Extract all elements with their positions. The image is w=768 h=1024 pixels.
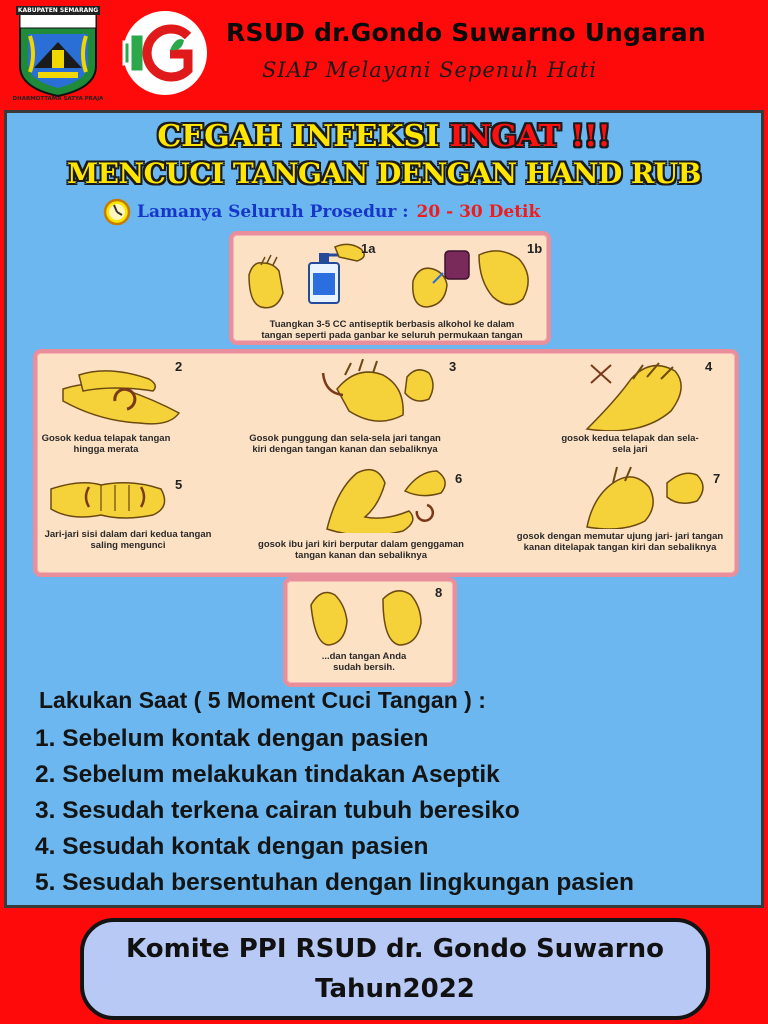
step-7 — [579, 461, 733, 529]
step-3-caption: Gosok punggung dan sela-sela jari tangan kiri dengan tangan kanan dan sebaliknya — [249, 433, 441, 455]
header — [0, 0, 768, 108]
moment-item: 5. Sesudah bersentuhan dengan lingkungan pasien — [35, 869, 634, 896]
hospital-slogan: SIAP Melayani Sepenuh Hati — [262, 58, 598, 82]
step-5 — [45, 467, 195, 527]
step-2-number: 2 — [175, 359, 183, 374]
kabupaten-semarang-crest-icon — [12, 6, 104, 106]
clock-icon — [103, 198, 131, 226]
step-3-number: 3 — [449, 359, 457, 374]
procedure-duration — [103, 197, 540, 227]
step-1b-number: 1b — [527, 241, 543, 256]
step-6-caption: gosok ibu jari kiri berputar dalam genggaman tangan kanan dan sebaliknya — [258, 539, 464, 561]
footer-year: Tahun2022 — [315, 974, 475, 1004]
hand-rub-poster — [4, 110, 764, 908]
title-accent: INGAT !!! — [449, 119, 611, 154]
step-1-caption: Tuangkan 3-5 CC antiseptik berbasis alkohol ke dalam tangan seperti pada ganbar ke seluruh permukaan tangan — [261, 319, 523, 341]
step-4-caption: gosok kedua telapak dan sela-sela jari — [561, 433, 699, 455]
hand-icon — [45, 467, 195, 527]
step-8 — [299, 585, 449, 649]
crest-label-top: KABUPATEN SEMARANG — [17, 7, 99, 14]
crest-label-bottom: DHARMOTTAMA SATYA PRAJA — [12, 96, 104, 102]
step-panel-1 — [229, 231, 551, 345]
duration-value: 20 - 30 Detik — [416, 202, 541, 222]
step-2 — [49, 359, 199, 431]
moment-item: 1. Sebelum kontak dengan pasien — [35, 725, 429, 752]
rotation-arrow-icon — [417, 505, 433, 521]
step-panel-8 — [283, 577, 457, 687]
step-6-number: 6 — [455, 471, 463, 486]
footer-committee: Komite PPI RSUD dr. Gondo Suwarno — [126, 934, 664, 964]
step-4-number: 4 — [705, 359, 713, 374]
poster-title-line1 — [7, 119, 761, 154]
step-7-caption: gosok dengan memutar ujung jari- jari tangan kanan ditelapak tangan kiri dan sebaliknya — [516, 531, 724, 553]
step-3 — [315, 359, 465, 431]
step-8-number: 8 — [435, 585, 443, 600]
step-2-caption: Gosok kedua telapak tangan hingga merata — [41, 433, 171, 455]
hand-icon — [315, 359, 465, 431]
moment-item: 2. Sebelum melakukan tindakan Aseptik — [35, 761, 500, 788]
hand-icon — [393, 241, 547, 315]
hospital-name: RSUD dr.Gondo Suwarno Ungaran — [226, 18, 706, 47]
step-5-caption: Jari-jari sisi dalam dari kedua tangan saling mengunci — [44, 529, 212, 551]
step-7-number: 7 — [713, 471, 721, 486]
step-5-number: 5 — [175, 477, 183, 492]
poster-title-line2: MENCUCI TANGAN DENGAN HAND RUB — [67, 157, 701, 190]
step-8-caption: ...dan tangan Anda sudah bersih. — [321, 651, 407, 673]
title-prefix: CEGAH INFEKSI — [157, 119, 450, 154]
footer-credit-box — [80, 918, 710, 1020]
step-1a-number: 1a — [361, 241, 376, 256]
hand-icon — [579, 461, 733, 529]
step-6 — [313, 461, 473, 533]
moment-item: 4. Sesudah kontak dengan pasien — [35, 833, 429, 860]
step-1a — [243, 241, 383, 315]
hospital-logo-icon — [118, 6, 212, 100]
step-1b — [393, 241, 547, 315]
moments-title: Lakukan Saat ( 5 Moment Cuci Tangan ) : — [39, 687, 486, 713]
moment-item: 3. Sesudah terkena cairan tubuh beresiko — [35, 797, 520, 824]
duration-label: Lamanya Seluruh Prosedur : — [137, 202, 409, 222]
step-panel-2-7 — [33, 349, 739, 577]
step-4 — [577, 359, 731, 431]
hand-icon — [313, 461, 473, 533]
hand-icon — [299, 585, 449, 649]
